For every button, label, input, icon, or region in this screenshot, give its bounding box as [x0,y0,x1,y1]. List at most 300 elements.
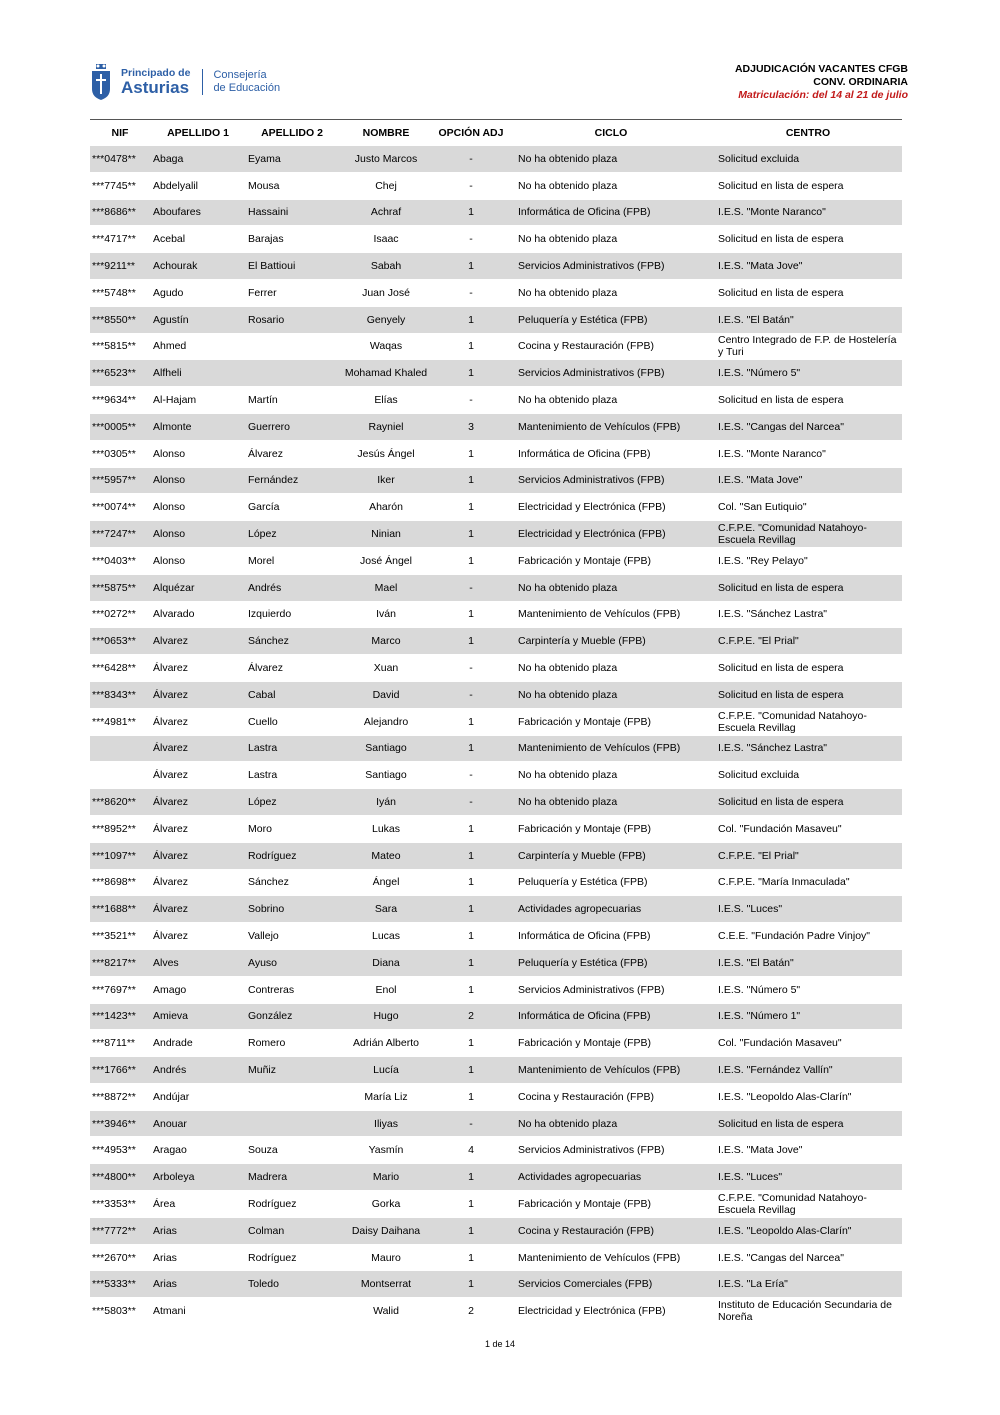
opcion-cell: - [434,681,508,708]
col-opcion: OPCIÓN ADJ [434,120,508,147]
apellido1-cell: Abaga [150,146,246,172]
ciclo-cell: Carpintería y Mueble (FPB) [508,842,714,869]
opcion-cell: 1 [434,199,508,226]
apellido2-cell: Andrés [246,574,338,601]
apellido2-cell: Colman [246,1217,338,1244]
table-row [90,1164,902,1191]
nif-cell: ***7772** [90,1217,150,1244]
table-row [90,440,902,467]
nombre-cell: Walid [373,1305,399,1318]
nif-cell [90,735,150,762]
ciclo-cell: Peluquería y Estética (FPB) [508,949,714,976]
nif-cell: ***7745** [92,179,136,192]
centro-cell: I.E.S. "Luces" [714,1164,902,1191]
centro-cell: C.F.P.E. "María Inmaculada" [718,876,850,889]
nombre-cell: Justo Marcos [338,146,434,172]
apellido1-cell: Alonso [153,447,186,460]
table-row [90,1298,902,1325]
centro-cell: I.E.S. "Leopoldo Alas-Clarín" [718,1090,852,1103]
nif-cell: ***0005** [90,413,150,440]
logo-principado: Principado de [121,66,191,79]
nif-cell: ***1766** [90,1057,150,1084]
centro-cell: Solicitud en lista de espera [718,286,844,299]
nombre-cell: David [338,681,434,708]
col-apellido2: APELLIDO 2 [246,120,338,147]
apellido1-cell: Acebal [153,233,186,246]
apellido2-cell: Barajas [248,233,284,246]
table-row [90,735,902,762]
opcion-cell: - [469,179,473,192]
nombre-cell: Gorka [371,1197,401,1210]
table-row [90,172,902,199]
table-row [90,896,902,923]
opcion-cell: 1 [468,608,474,621]
ciclo-cell: No ha obtenido plaza [518,769,618,782]
apellido1-cell: Álvarez [153,769,189,782]
nombre-cell: Elías [374,394,398,407]
nombre-cell: Mateo [338,842,434,869]
opcion-cell: 1 [434,467,508,494]
ciclo-cell: Cocina y Restauración (FPB) [518,1090,654,1103]
logo-consejeria: Consejería [213,69,267,82]
opcion-cell: 1 [468,1251,474,1264]
centro-cell: I.E.S. "Número 1" [714,1003,902,1030]
apellido1-cell: Atmani [153,1305,186,1318]
centro-cell: I.E.S. "Leopoldo Alas-Clarín" [714,1217,902,1244]
table-row [90,306,902,333]
nif-cell: ***7247** [90,521,150,548]
nif-cell: ***3946** [90,1110,150,1137]
apellido2-cell: Morel [248,554,275,567]
nif-cell: ***8550** [90,306,150,333]
document-titles [735,63,908,102]
apellido2-cell [246,1298,338,1325]
apellido1-cell: Álvarez [153,930,189,942]
ciclo-cell: No ha obtenido plaza [508,1110,714,1137]
nombre-cell: Aharón [369,501,403,514]
apellido2-cell: Álvarez [248,447,284,460]
table-row [90,815,902,842]
apellido2-cell: Cabal [246,681,338,708]
nombre-cell: Enol [375,983,397,996]
table-row [90,1244,902,1271]
centro-cell: Solicitud en lista de espera [718,179,844,192]
apellido2-cell: Fernández [246,467,338,494]
nif-cell: ***0074** [92,501,136,514]
ciclo-cell: Cocina y Restauración (FPB) [518,340,654,353]
ciclo-cell: Fabricación y Montaje (FPB) [518,715,652,728]
nif-cell: ***8952** [92,822,136,835]
table-row [90,279,902,306]
nombre-cell: Lucas [371,930,401,942]
opcion-cell: 1 [434,360,508,387]
centro-cell: I.E.S. "Monte Naranco" [718,447,826,460]
centro-cell: Solicitud en lista de espera [718,662,844,675]
centro-cell: Solicitud en lista de espera [714,1110,902,1137]
opcion-cell: 1 [434,735,508,762]
apellido2-cell: Muñiz [246,1057,338,1084]
centro-cell: I.E.S. "La Ería" [714,1271,902,1298]
apellido1-cell: Álvarez [153,715,189,728]
nombre-cell: Genyely [338,306,434,333]
apellido1-cell: Álvarez [150,735,246,762]
col-nif: NIF [90,120,150,147]
apellido1-cell: Al-Hajam [153,394,197,407]
apellido2-cell: Martín [248,394,278,407]
nif-cell: ***6523** [90,360,150,387]
opcion-cell: 1 [468,447,474,460]
ciclo-cell: Electricidad y Electrónica (FPB) [518,501,666,514]
apellido2-cell: Eyama [246,146,338,172]
nombre-cell: Ninian [338,521,434,548]
nif-cell: ***5803** [92,1305,136,1318]
nif-cell: ***4953** [92,1144,136,1157]
ciclo-cell: Informática de Oficina (FPB) [518,447,651,460]
table-row [90,1217,902,1244]
nif-cell: ***5957** [90,467,150,494]
nombre-cell: Yasmín [368,1144,404,1157]
nombre-cell: Santiago [365,769,407,782]
apellido1-cell: Anouar [150,1110,246,1137]
opcion-cell: 2 [468,1305,474,1318]
nombre-cell: Montserrat [338,1271,434,1298]
apellido1-cell: Aragao [153,1144,187,1157]
apellido2-cell [246,1110,338,1137]
logo-educacion: de Educación [213,82,281,94]
centro-cell: Solicitud en lista de espera [714,574,902,601]
nif-cell: ***0305** [92,447,136,460]
ciclo-cell: Servicios Comerciales (FPB) [508,1271,714,1298]
ciclo-cell: Informática de Oficina (FPB) [508,1003,714,1030]
ciclo-cell: No ha obtenido plaza [508,681,714,708]
apellido1-cell: Área [153,1197,176,1210]
nif-cell: ***8686** [90,199,150,226]
nombre-cell: Alejandro [363,715,409,728]
apellido2-cell: Rodríguez [248,1197,297,1210]
nombre-cell: Iván [376,608,396,621]
apellido1-cell: Álvarez [153,822,189,835]
title-matriculacion: Matriculación: del 14 al 21 de julio [738,89,908,101]
table-row [90,923,902,950]
apellido2-cell: Guerrero [246,413,338,440]
nif-cell [90,762,150,789]
nombre-cell: Mario [338,1164,434,1191]
centro-cell: I.E.S. "Mata Jove" [718,1144,803,1157]
title-convocatoria: CONV. ORDINARIA [813,76,908,88]
opcion-cell: 1 [468,340,474,353]
centro-cell: Solicitud en lista de espera [718,394,844,407]
col-centro: CENTRO [714,120,902,147]
table-row [90,842,902,869]
nif-cell: ***8698** [92,876,136,889]
nif-cell: ***7697** [92,983,136,996]
centro-cell: I.E.S. "Número 5" [718,983,801,996]
ciclo-cell: Servicios Administrativos (FPB) [518,983,665,996]
centro-cell: C.E.E. "Fundación Padre Vinjoy" [718,930,871,942]
nombre-cell: María Liz [364,1090,408,1103]
table-row [90,628,902,655]
nombre-cell: Iker [338,467,434,494]
opcion-cell: 3 [434,413,508,440]
nombre-cell: Ángel [372,876,400,889]
nif-cell: ***4717** [92,233,136,246]
nombre-cell: Hugo [338,1003,434,1030]
nombre-cell: Mauro [371,1251,401,1264]
apellido2-cell: Moro [248,822,272,835]
opcion-cell: 1 [434,949,508,976]
ciclo-cell: No ha obtenido plaza [518,394,618,407]
nombre-cell: Santiago [338,735,434,762]
opcion-cell: 1 [468,983,474,996]
ciclo-cell: Peluquería y Estética (FPB) [518,876,648,889]
col-apellido1: APELLIDO 1 [150,120,246,147]
apellido1-cell: Alonso [150,467,246,494]
table-row [90,574,902,601]
nombre-cell: Mohamad Khaled [338,360,434,387]
apellido1-cell: Álvarez [153,662,189,675]
table-row [90,762,902,789]
nif-cell: ***4981** [92,715,136,728]
nif-cell: ***8711** [92,1037,136,1050]
centro-cell: C.F.P.E. "El Prial" [714,628,902,655]
crest-icon [90,63,112,101]
apellido1-cell: Alves [150,949,246,976]
apellido1-cell: Alvarez [150,628,246,655]
nif-cell: ***8217** [90,949,150,976]
apellido2-cell: Rodríguez [246,842,338,869]
centro-cell: I.E.S. "Fernández Vallín" [714,1057,902,1084]
apellido2-cell: Sánchez [248,876,289,889]
opcion-cell: - [469,662,473,675]
ciclo-cell: No ha obtenido plaza [518,233,618,246]
apellido2-cell: Toledo [246,1271,338,1298]
opcion-cell: 1 [434,628,508,655]
apellido1-cell: Achourak [150,253,246,280]
ciclo-cell: No ha obtenido plaza [518,662,618,675]
table-row [90,360,902,387]
nif-cell: ***1097** [90,842,150,869]
nif-cell: ***3521** [92,930,136,942]
centro-cell: I.E.S. "El Batán" [714,306,902,333]
table-row [90,1191,902,1218]
nif-cell: ***4800** [90,1164,150,1191]
table-row [90,789,902,816]
apellido2-cell: Álvarez [248,662,284,675]
nombre-cell: Jesús Ángel [357,447,415,460]
opcion-cell: 1 [434,1217,508,1244]
apellido1-cell: Álvarez [150,896,246,923]
nif-cell: ***6428** [92,662,136,675]
nif-cell: ***3353** [92,1197,136,1210]
nif-cell: ***0403** [92,554,136,567]
apellido1-cell: Abdelyalil [153,179,198,192]
apellido2-cell [246,333,338,360]
apellido1-cell: Alvarado [153,608,195,621]
apellido2-cell: Hassaini [246,199,338,226]
nif-cell: ***8343** [90,681,150,708]
col-ciclo: CICLO [508,120,714,147]
table-row [90,976,902,1003]
opcion-cell: 1 [468,876,474,889]
apellido1-cell: Álvarez [153,876,189,889]
table-row [90,949,902,976]
apellido2-cell: Contreras [248,983,295,996]
apellido1-cell: Alonso [153,501,186,514]
ciclo-cell: Mantenimiento de Vehículos (FPB) [508,735,714,762]
centro-cell: I.E.S. "Mata Jove" [714,467,902,494]
ciclo-cell: Mantenimiento de Vehículos (FPB) [518,608,681,621]
apellido2-cell [246,360,338,387]
table-row [90,1083,902,1110]
opcion-cell: 1 [434,306,508,333]
nif-cell: ***0272** [92,608,136,621]
nombre-cell: Iliyas [338,1110,434,1137]
ciclo-cell: Mantenimiento de Vehículos (FPB) [508,413,714,440]
apellido2-cell: Ferrer [248,286,277,299]
opcion-cell: 1 [434,1057,508,1084]
centro-cell: Solicitud excluida [718,769,800,782]
table-row [90,199,902,226]
ciclo-cell: Servicios Administrativos (FPB) [518,1144,665,1157]
apellido1-cell: Andújar [153,1090,190,1103]
apellido2-cell: El Battioui [246,253,338,280]
table-row [90,387,902,414]
opcion-cell: 1 [468,715,474,728]
apellido1-cell: Álvarez [150,789,246,816]
ciclo-cell: Informática de Oficina (FPB) [518,930,651,942]
opcion-cell: 1 [468,930,474,942]
nif-cell: ***8872** [92,1090,136,1103]
table-row [90,494,902,521]
apellido2-cell: Souza [248,1144,278,1157]
nombre-cell: Sabah [338,253,434,280]
logo-divider [202,69,203,95]
opcion-cell: - [469,394,473,407]
nombre-cell: Lucía [338,1057,434,1084]
opcion-cell: 1 [468,1197,474,1210]
table-header-row [90,120,902,147]
table-row [90,333,902,360]
nif-cell: ***5875** [90,574,150,601]
nombre-cell: Mael [338,574,434,601]
ciclo-cell: Electricidad y Electrónica (FPB) [508,521,714,548]
centro-cell: I.E.S. "Monte Naranco" [714,199,902,226]
table-row [90,1003,902,1030]
apellido2-cell: Rodríguez [248,1251,297,1264]
apellido1-cell: Agustín [150,306,246,333]
table-row [90,521,902,548]
centro-cell: Solicitud en lista de espera [714,681,902,708]
ciclo-cell: No ha obtenido plaza [518,286,618,299]
opcion-cell: 1 [468,554,474,567]
ciclo-cell: Fabricación y Montaje (FPB) [518,822,652,835]
ciclo-cell: Servicios Administrativos (FPB) [508,253,714,280]
opcion-cell: 1 [434,896,508,923]
apellido2-cell: Romero [248,1037,286,1050]
table-row [90,1030,902,1057]
nombre-cell: Marco [338,628,434,655]
logo-asturias: Asturias [121,78,190,98]
apellido2-cell: López [246,789,338,816]
nif-cell: ***1423** [90,1003,150,1030]
opcion-cell: - [469,233,473,246]
opcion-cell: 1 [434,521,508,548]
opcion-cell: 1 [434,1164,508,1191]
apellido1-cell: Alfheli [150,360,246,387]
opcion-cell: - [434,789,508,816]
opcion-cell: 1 [434,1271,508,1298]
apellido1-cell: Alonso [150,521,246,548]
table-row [90,146,902,172]
apellido2-cell: Cuello [248,715,278,728]
nif-cell: ***8620** [90,789,150,816]
nombre-cell: Diana [338,949,434,976]
table-row [90,601,902,628]
table-body [90,146,902,1325]
nombre-cell: Isaac [373,233,399,246]
opcion-cell: 1 [468,1037,474,1050]
apellido2-cell: Izquierdo [248,608,292,621]
centro-cell: Col. "Fundación Masaveu" [718,822,842,835]
ciclo-cell: Mantenimiento de Vehículos (FPB) [508,1057,714,1084]
table-row [90,708,902,735]
nif-cell: ***5333** [90,1271,150,1298]
ciclo-cell: Cocina y Restauración (FPB) [508,1217,714,1244]
apellido2-cell: Vallejo [248,930,279,942]
page-header [0,0,1000,115]
ciclo-cell: No ha obtenido plaza [518,179,618,192]
apellido1-cell: Arboleya [150,1164,246,1191]
centro-cell: I.E.S. "Sánchez Lastra" [718,608,828,621]
apellido1-cell: Amago [153,983,187,996]
ciclo-cell: Servicios Administrativos (FPB) [508,360,714,387]
centro-cell: Col. "San Eutiquio" [718,501,807,514]
nif-cell: ***5748** [92,286,136,299]
opcion-cell: 1 [468,501,474,514]
ciclo-cell: Fabricación y Montaje (FPB) [518,554,652,567]
nombre-cell: Waqas [369,340,403,353]
opcion-cell: 4 [468,1144,474,1157]
apellido1-cell: Andrés [150,1057,246,1084]
apellido2-cell: González [246,1003,338,1030]
opcion-cell: - [434,1110,508,1137]
centro-cell: C.F.P.E. "Comunidad Natahoyo-Escuela Revillag [714,521,902,548]
nif-cell: ***1688** [90,896,150,923]
nombre-cell: Rayniel [338,413,434,440]
centro-cell: Solicitud excluida [714,146,902,172]
ciclo-cell: Informática de Oficina (FPB) [508,199,714,226]
apellido1-cell: Alonso [153,554,186,567]
ciclo-cell: Electricidad y Electrónica (FPB) [518,1305,666,1318]
opcion-cell: - [434,574,508,601]
apellido1-cell: Arias [150,1217,246,1244]
table-row [90,869,902,896]
ciclo-cell: Actividades agropecuarias [508,1164,714,1191]
nombre-cell: Achraf [338,199,434,226]
nombre-cell: Adrián Alberto [353,1037,419,1050]
apellido2-cell: Madrera [246,1164,338,1191]
apellido2-cell: López [246,521,338,548]
apellido1-cell: Andrade [153,1037,193,1050]
ciclo-cell: No ha obtenido plaza [508,574,714,601]
apellido1-cell: Álvarez [150,842,246,869]
nombre-cell: Lukas [371,822,401,835]
nif-cell: ***0653** [90,628,150,655]
ciclo-cell: Mantenimiento de Vehículos (FPB) [518,1251,681,1264]
table-row [90,1057,902,1084]
table-row [90,1110,902,1137]
nif-cell: ***5815** [92,340,136,353]
